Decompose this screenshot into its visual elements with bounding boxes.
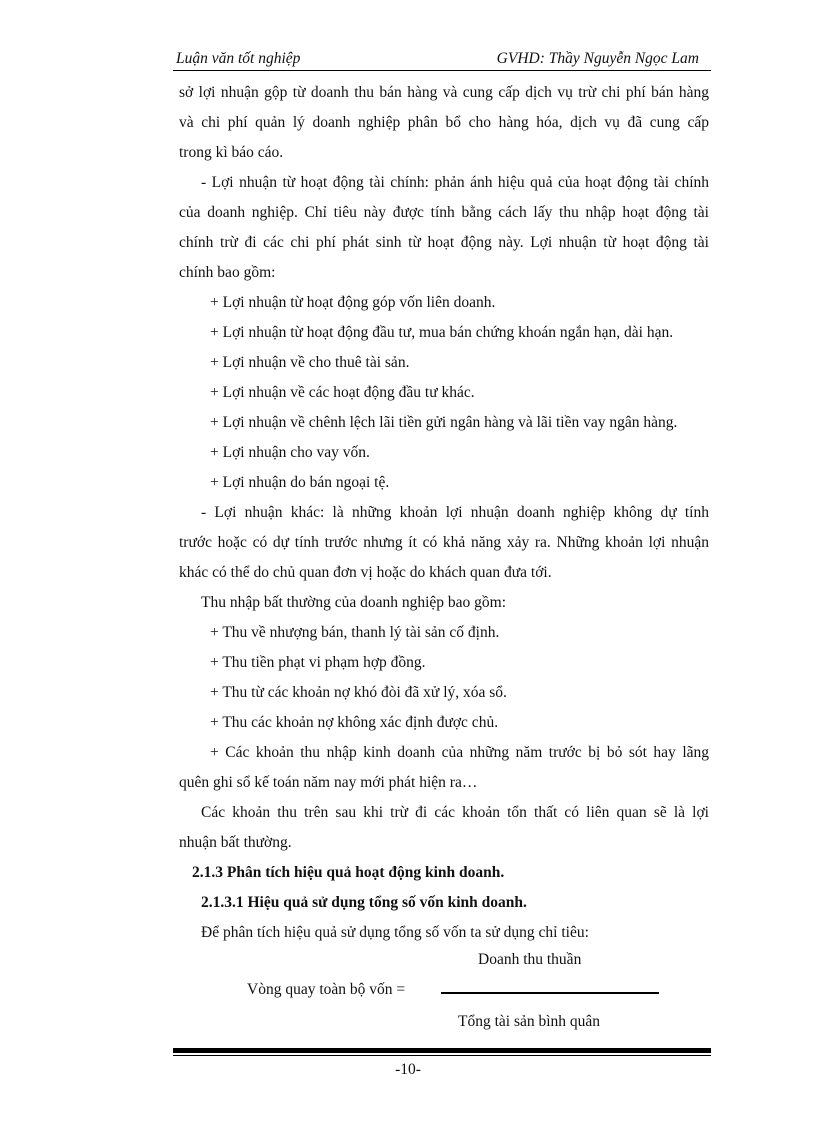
text-line: khác có thể do chủ quan đơn vị hoặc do khách quan đưa tới. — [179, 564, 552, 581]
text-line: chính bao gồm: — [179, 264, 276, 281]
list-item: + Thu về nhượng bán, thanh lý tài sản cố định. — [210, 624, 500, 641]
footer-divider-thin — [173, 1055, 711, 1056]
fraction-bar — [441, 992, 659, 994]
page-number: -10- — [395, 1061, 421, 1078]
formula-label: Vòng quay toàn bộ vốn = — [247, 981, 406, 998]
list-item: + Lợi nhuận về chênh lệch lãi tiền gửi ngân hàng và lãi tiền vay ngân hàng. — [210, 414, 678, 431]
text-line: - Lợi nhuận từ hoạt động tài chính: phản ánh hiệu quả của hoạt động tài chính — [201, 174, 709, 191]
text-line: - Lợi nhuận khác: là những khoản lợi nhuận doanh nghiệp không dự tính — [201, 504, 709, 521]
header-title: Luận văn tốt nghiệp — [176, 50, 301, 67]
list-item: + Lợi nhuận từ hoạt động góp vốn liên doanh. — [210, 294, 496, 311]
formula-numerator: Doanh thu thuần — [478, 951, 582, 968]
formula-denominator: Tổng tài sản bình quân — [458, 1013, 601, 1030]
list-item: + Lợi nhuận từ hoạt động đầu tư, mua bán chứng khoán ngắn hạn, dài hạn. — [210, 324, 674, 341]
list-item: + Thu tiền phạt vi phạm hợp đồng. — [210, 654, 426, 671]
list-item: + Lợi nhuận do bán ngoại tệ. — [210, 474, 390, 491]
text-line: Các khoản thu trên sau khi trừ đi các khoản tổn thất có liên quan sẽ là lợi — [201, 804, 709, 821]
text-line: quên ghi sổ kế toán năm nay mới phát hiện ra… — [179, 774, 478, 791]
footer-divider-thick — [173, 1048, 711, 1053]
text-line: Để phân tích hiệu quả sử dụng tổng số vốn ta sử dụng chỉ tiêu: — [201, 924, 589, 941]
text-line: và chi phí quản lý doanh nghiệp phân bổ cho hàng hóa, dịch vụ đã cung cấp — [179, 114, 709, 131]
text-line: Thu nhập bất thường của doanh nghiệp bao gồm: — [201, 594, 507, 611]
list-item: + Các khoản thu nhập kinh doanh của những năm trước bị bỏ sót hay lãng — [210, 744, 709, 761]
list-item: + Thu từ các khoản nợ khó đòi đã xử lý, xóa sổ. — [210, 684, 507, 701]
list-item: + Lợi nhuận về các hoạt động đầu tư khác. — [210, 384, 475, 401]
document-body — [179, 78, 709, 948]
text-line: trong kì báo cáo. — [179, 144, 284, 161]
header-advisor: GVHD: Thầy Nguyễn Ngọc Lam — [496, 50, 699, 67]
page-header — [173, 48, 711, 70]
formula-block — [179, 948, 709, 1038]
list-item: + Thu các khoản nợ không xác định được chủ. — [210, 714, 499, 731]
text-line: chính trừ đi các chi phí phát sinh từ hoạt động này. Lợi nhuận từ hoạt động tài — [179, 234, 709, 251]
list-item: + Lợi nhuận về cho thuê tài sản. — [210, 354, 410, 371]
text-line: của doanh nghiệp. Chỉ tiêu này được tính bằng cách lấy thu nhập hoạt động tài — [179, 204, 709, 221]
text-line: trước hoặc có dự tính trước nhưng ít có khả năng xảy ra. Những khoản lợi nhuận — [179, 534, 709, 551]
subsection-heading: 2.1.3.1 Hiệu quả sử dụng tổng số vốn kinh doanh. — [201, 894, 527, 911]
text-line: sở lợi nhuận gộp từ doanh thu bán hàng và cung cấp dịch vụ trừ chi phí bán hàng — [179, 84, 709, 101]
list-item: + Lợi nhuận cho vay vốn. — [210, 444, 370, 461]
text-line: nhuận bất thường. — [179, 834, 292, 851]
section-heading: 2.1.3 Phân tích hiệu quả hoạt động kinh doanh. — [192, 864, 505, 881]
header-divider — [173, 70, 711, 71]
